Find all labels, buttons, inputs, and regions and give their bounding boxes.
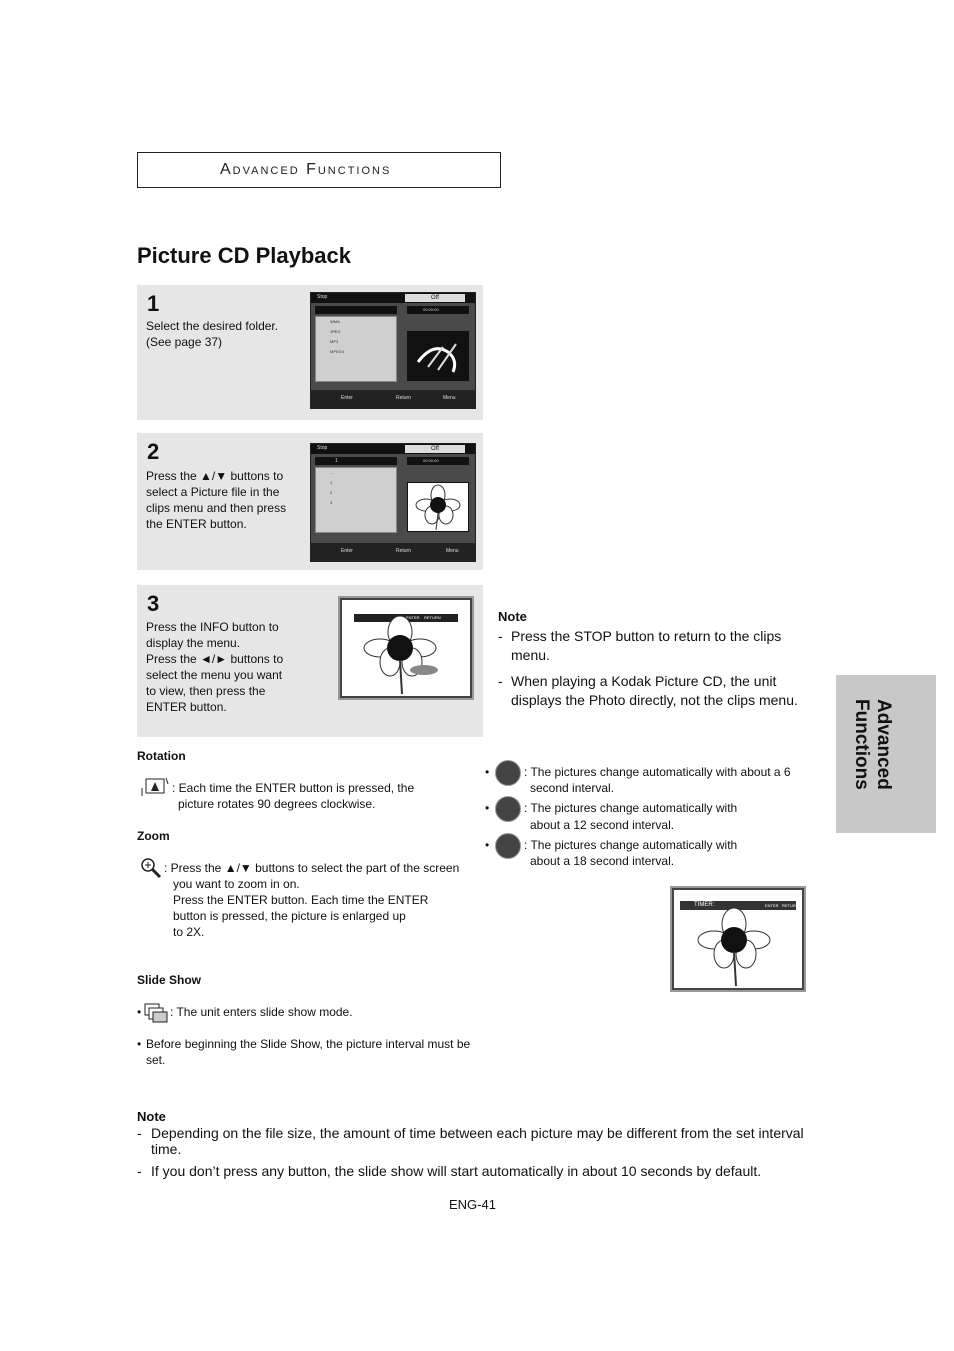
note-dash: - [137,1163,142,1179]
step-line: ENTER button. [146,700,227,714]
section-header [137,152,501,188]
osd-return: RETURN [782,903,799,908]
osd-enter: ENTER [765,903,779,908]
slideshow-note: Before beginning the Slide Show, the picture interval must be [146,1037,471,1051]
timer-18s-icon [495,833,521,859]
file-list-screen [310,443,476,562]
file-item: 2 [330,490,333,495]
screen-return: Return [396,548,412,554]
folder-item: WMA [330,319,340,324]
bullet: • [137,1037,142,1051]
screen-enter: Enter [341,548,353,554]
step-number: 1 [147,291,160,316]
file-item: 3 [330,500,333,505]
step-line: Press the ◄/► buttons to [146,652,284,666]
file-item: 1 [330,480,333,485]
zoom-heading: Zoom [137,829,170,843]
osd-enter: ENTER [406,615,420,620]
clips-menu-screen [310,292,476,409]
note-dash: - [498,673,503,689]
screen-enter: Enter [341,395,353,401]
flower-thumbnail [407,482,469,532]
interval-text-2: about a 12 second interval. [530,818,675,832]
step-number: 2 [147,439,160,464]
step-line: clips menu and then press [146,501,287,515]
note-item: menu. [511,647,550,663]
section-header-text: Advanced Functions [220,161,392,178]
bullet: • [485,801,490,815]
screen-off-label: Off [405,294,465,302]
note-dash: - [137,1125,142,1141]
rotate-icon [140,776,170,798]
step-line: select a Picture file in the [146,485,280,499]
bullet: • [485,838,490,852]
folder-item: MP3 [330,339,339,344]
bullet: • [485,765,490,779]
step-number: 3 [147,591,160,616]
file-item: ... [330,470,334,475]
step-3-panel [137,585,483,737]
rotation-text-2: picture rotates 90 degrees clockwise. [178,797,376,811]
step-line: select the menu you want [146,668,283,682]
side-tab [836,675,936,833]
screen-menu: Menu [443,395,456,401]
slideshow-heading: Slide Show [137,973,202,987]
rotation-heading: Rotation [137,749,186,763]
screen-status: Stop [317,294,328,300]
step-line: Press the ▲/▼ buttons to [146,469,284,483]
bullet: • [137,1005,142,1019]
file-list [315,467,397,533]
step-line: the ENTER button. [146,517,247,531]
timer-label: TIMER: [694,902,715,908]
slideshow-icon [144,1003,168,1023]
screen-status: Stop [317,445,328,451]
bottom-note-heading: Note [137,1109,166,1124]
step-line: (See page 37) [146,335,223,349]
step-line: to view, then press the [146,684,266,698]
note-heading: Note [498,609,527,624]
bottom-note-item-2: time. [151,1141,182,1157]
zoom-line: you want to zoom in on. [173,877,300,891]
screen-time: 00:00:00 [407,457,469,465]
screen-time: 00:00:00 [407,306,469,314]
slideshow-note-2: set. [146,1053,166,1067]
zoom-line: : Press the ▲/▼ buttons to select the part of the screen [164,861,460,875]
timer-6s-icon [495,760,521,786]
note-dash: - [498,628,503,644]
folder-number: 1 [315,457,397,465]
folder-list [315,316,397,382]
interval-text-2: second interval. [530,781,615,795]
osd-return: RETURN [424,615,441,620]
zoom-icon [140,857,162,879]
interval-text: : The pictures change automatically with [524,801,738,815]
side-tab-label: Advanced Functions [851,699,894,790]
screen-return: Return [396,395,412,401]
folder-item: MPEG4 [330,349,345,354]
zoom-line: Press the ENTER button. Each time the ENTER [173,893,429,907]
timer-12s-icon [495,796,521,822]
interval-text-2: about a 18 second interval. [530,854,675,868]
step-line: display the menu. [146,636,241,650]
step-2-panel [137,433,483,570]
zoom-line: to 2X. [173,925,205,939]
folder-item: JPEG [330,329,341,334]
step-line: Select the desired folder. [146,319,279,333]
step-line: Press the INFO button to [146,620,279,634]
interval-text: : The pictures change automatically with about a 6 [524,765,791,779]
zoom-line: button is pressed, the picture is enlarged up [173,909,406,923]
note-item: When playing a Kodak Picture CD, the unit [511,673,777,689]
bottom-note-item-3: If you don’t press any button, the slide show will start automatically in about 10 seconds by default. [151,1163,762,1179]
bottom-note-item: Depending on the file size, the amount of time between each picture may be different from the set interval [151,1125,804,1141]
step-1-panel [137,285,483,420]
rotation-text: : Each time the ENTER button is pressed, the [172,781,415,795]
interval-text: : The pictures change automatically with [524,838,738,852]
page-number: ENG-41 [449,1197,496,1212]
slideshow-timer-picture [672,888,804,990]
screen-off-label: Off [405,445,465,453]
slideshow-text: : The unit enters slide show mode. [170,1005,353,1019]
info-menu-picture [340,598,472,698]
note-item: displays the Photo directly, not the clips menu. [511,692,798,708]
thumbnail-image [407,331,469,381]
page-title: Picture CD Playback [137,243,351,268]
note-item: Press the STOP button to return to the clips [511,628,782,644]
screen-menu: Menu [446,548,459,554]
